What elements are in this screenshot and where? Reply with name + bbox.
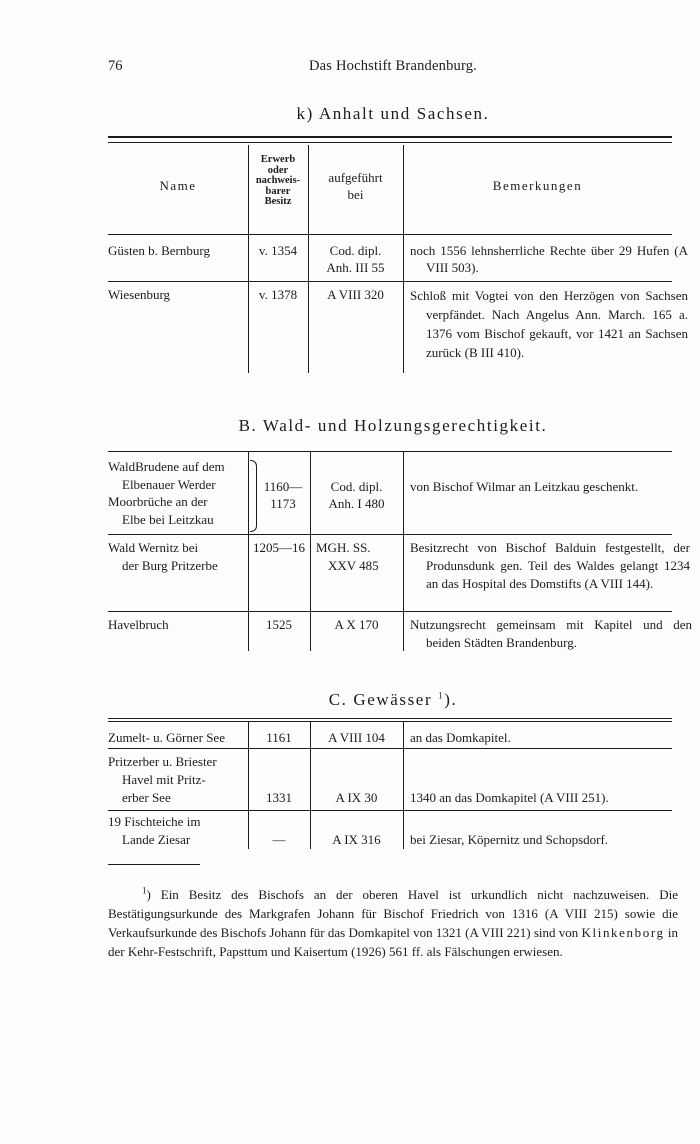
column-header-erwerb-line: oder — [267, 164, 289, 176]
table-row-name: Güsten b. Bernburg — [108, 243, 210, 258]
table-row-name — [108, 813, 248, 849]
column-header-aufgefuehrt-line: aufgeführt — [328, 170, 383, 185]
footnote-reference: 1 — [438, 690, 445, 701]
row-rule — [108, 281, 672, 282]
column-header-erwerb — [248, 155, 308, 208]
table-top-rule — [108, 451, 672, 452]
table-row-ref — [316, 539, 403, 575]
footnote-marker: 1 — [142, 885, 147, 896]
name-line: Elbenauer Werder — [122, 476, 216, 492]
table-top-rule — [108, 136, 672, 138]
table-row-remark: 1340 an das Domkapitel (A VIII 251). — [410, 790, 609, 805]
table-row-name — [108, 458, 250, 528]
column-header-aufgefuehrt-line: bei — [347, 187, 364, 202]
table-row-remark: bei Ziesar, Köpernitz und Schopsdorf. — [410, 832, 609, 847]
table-row-remark: von Bischof Wilmar an Leitzkau geschenkt. — [410, 479, 639, 494]
footnote-text-end: in der Kehr-Festschrift, Papsttum und Kaisertum (1926) 561 ff. als Fälschungen erwiesen. — [108, 925, 678, 959]
page-header — [108, 58, 678, 78]
table-row-name: Havelbruch — [108, 617, 169, 632]
erwerb-line: 1173 — [270, 496, 296, 511]
footnote-author-name: Klinkenborg — [581, 925, 665, 940]
section-title-gewaesser — [108, 690, 678, 710]
footnote-separator — [108, 864, 200, 865]
footnote-text-start: ) Ein Besitz des Bischofs an der oberen Havel ist urkundlich nicht nachzuweisen. Die Bestätigungsurkunde des Markgrafen Johann für Bischof Friedrich von 1316 (A VIII 215) sowie die Verkaufsurkunde des Bischofs Johann für das Domkapitel von 1321 (A VIII 221) sind von — [108, 887, 678, 940]
row-rule — [108, 748, 672, 749]
ref-line: Cod. dipl. — [330, 479, 383, 494]
section-title-text: C. Gewässer — [328, 690, 433, 709]
table-top-rule-double — [108, 721, 672, 722]
ref-line: Cod. dipl. — [329, 243, 382, 258]
name-line: WaldBrudene auf dem — [108, 459, 225, 474]
table-row-remark: Nutzungsrecht gemeinsam mit Kapitel und den beiden Städten Brandenburg. — [410, 617, 692, 650]
table-row-name — [108, 539, 248, 575]
table-row-name: Wiesenburg — [108, 287, 171, 302]
table-row-erwerb: v. 1354 — [258, 243, 298, 258]
ref-line: MGH. SS. — [316, 540, 371, 555]
footnote — [108, 885, 678, 961]
table-row-remark: an das Domkapitel. — [410, 730, 511, 745]
column-header-name: Name — [159, 178, 197, 193]
table-row-remark: Besitzrecht von Bischof Balduin festgestellt, der Produnsdunk gen. Teil des Waldes gelangt 1234 an das Hospital des Domstifts (A VIII 144). — [410, 540, 690, 591]
table-row-ref: A VIII 104 — [328, 730, 385, 745]
ref-line: XXV 485 — [328, 558, 379, 573]
table-row-ref — [310, 478, 403, 512]
table-row-erwerb: 1525 — [266, 617, 292, 632]
name-line: der Burg Pritzerbe — [122, 558, 218, 573]
table-row-erwerb: v. 1378 — [258, 287, 298, 302]
section-title-end: ). — [444, 690, 458, 709]
column-header-bemerkungen: Bemerkungen — [492, 178, 583, 193]
erwerb-line: 1160— — [263, 479, 303, 494]
footnote-text — [108, 885, 678, 961]
table-top-rule — [108, 718, 672, 719]
name-line: Pritzerber u. Briester — [108, 754, 217, 769]
table-row-ref — [308, 242, 403, 276]
name-line: erber See — [122, 790, 171, 805]
page-number: 76 — [108, 58, 123, 74]
name-line: 19 Fischteiche im — [108, 814, 201, 829]
table-row-name: Zumelt- u. Görner See — [108, 730, 225, 745]
table-row-ref — [308, 286, 403, 303]
column-header-erwerb-line: barer — [265, 185, 291, 197]
table-row-erwerb — [256, 478, 310, 512]
table-row-ref: A IX 30 — [335, 790, 378, 805]
name-line: Havel mit Pritz- — [122, 772, 206, 787]
column-header-aufgefuehrt — [308, 169, 403, 203]
table-row-ref: A X 170 — [334, 617, 379, 632]
header-rule — [108, 234, 672, 235]
ref-line: Anh. III 55 — [326, 260, 385, 275]
name-line: Moorbrüche an der — [108, 494, 208, 509]
row-rule — [108, 611, 672, 612]
name-line: Lande Ziesar — [122, 832, 191, 847]
ref-line: A VIII 320 — [327, 287, 384, 302]
table-row-name — [108, 753, 248, 807]
column-header-erwerb-line: Besitz — [264, 196, 292, 207]
name-line: Elbe bei Leitzkau — [122, 511, 214, 527]
section-title-wald-holzung: B. Wald- und Holzungsgerechtigkeit. — [238, 416, 548, 435]
column-header-erwerb-line: nachweis- — [255, 175, 301, 186]
name-line: Wald Wernitz bei — [108, 540, 199, 555]
running-title: Das Hochstift Brandenburg. — [308, 58, 478, 74]
column-header-erwerb-line: Erwerb — [260, 154, 296, 165]
table-row-erwerb: — — [272, 832, 286, 847]
table-row-erwerb: 1205—16 — [253, 540, 305, 555]
table-row-remark: Schloß mit Vogtei von den Herzögen von Sachsen verpfändet. Nach Angelus Ann. March. 165 a. 1376 vom Bischof gekauft, vor 1421 an Sachsen zurück (B III 410). — [410, 288, 688, 360]
table-top-rule-thin — [108, 142, 672, 143]
table-row-erwerb: 1331 — [266, 790, 292, 805]
row-rule — [108, 810, 672, 811]
ref-line: Anh. I 480 — [328, 496, 385, 511]
column-divider — [403, 451, 404, 651]
row-rule — [108, 534, 672, 535]
section-title-anhalt-sachsen: k) Anhalt und Sachsen. — [296, 104, 490, 123]
column-divider — [403, 721, 404, 849]
table-row-ref: A IX 316 — [332, 832, 381, 847]
table-row-remark: noch 1556 lehnsherrliche Rechte über 29 Hufen (A VIII 503). — [410, 243, 688, 275]
table-row-erwerb: 1161 — [266, 730, 292, 745]
